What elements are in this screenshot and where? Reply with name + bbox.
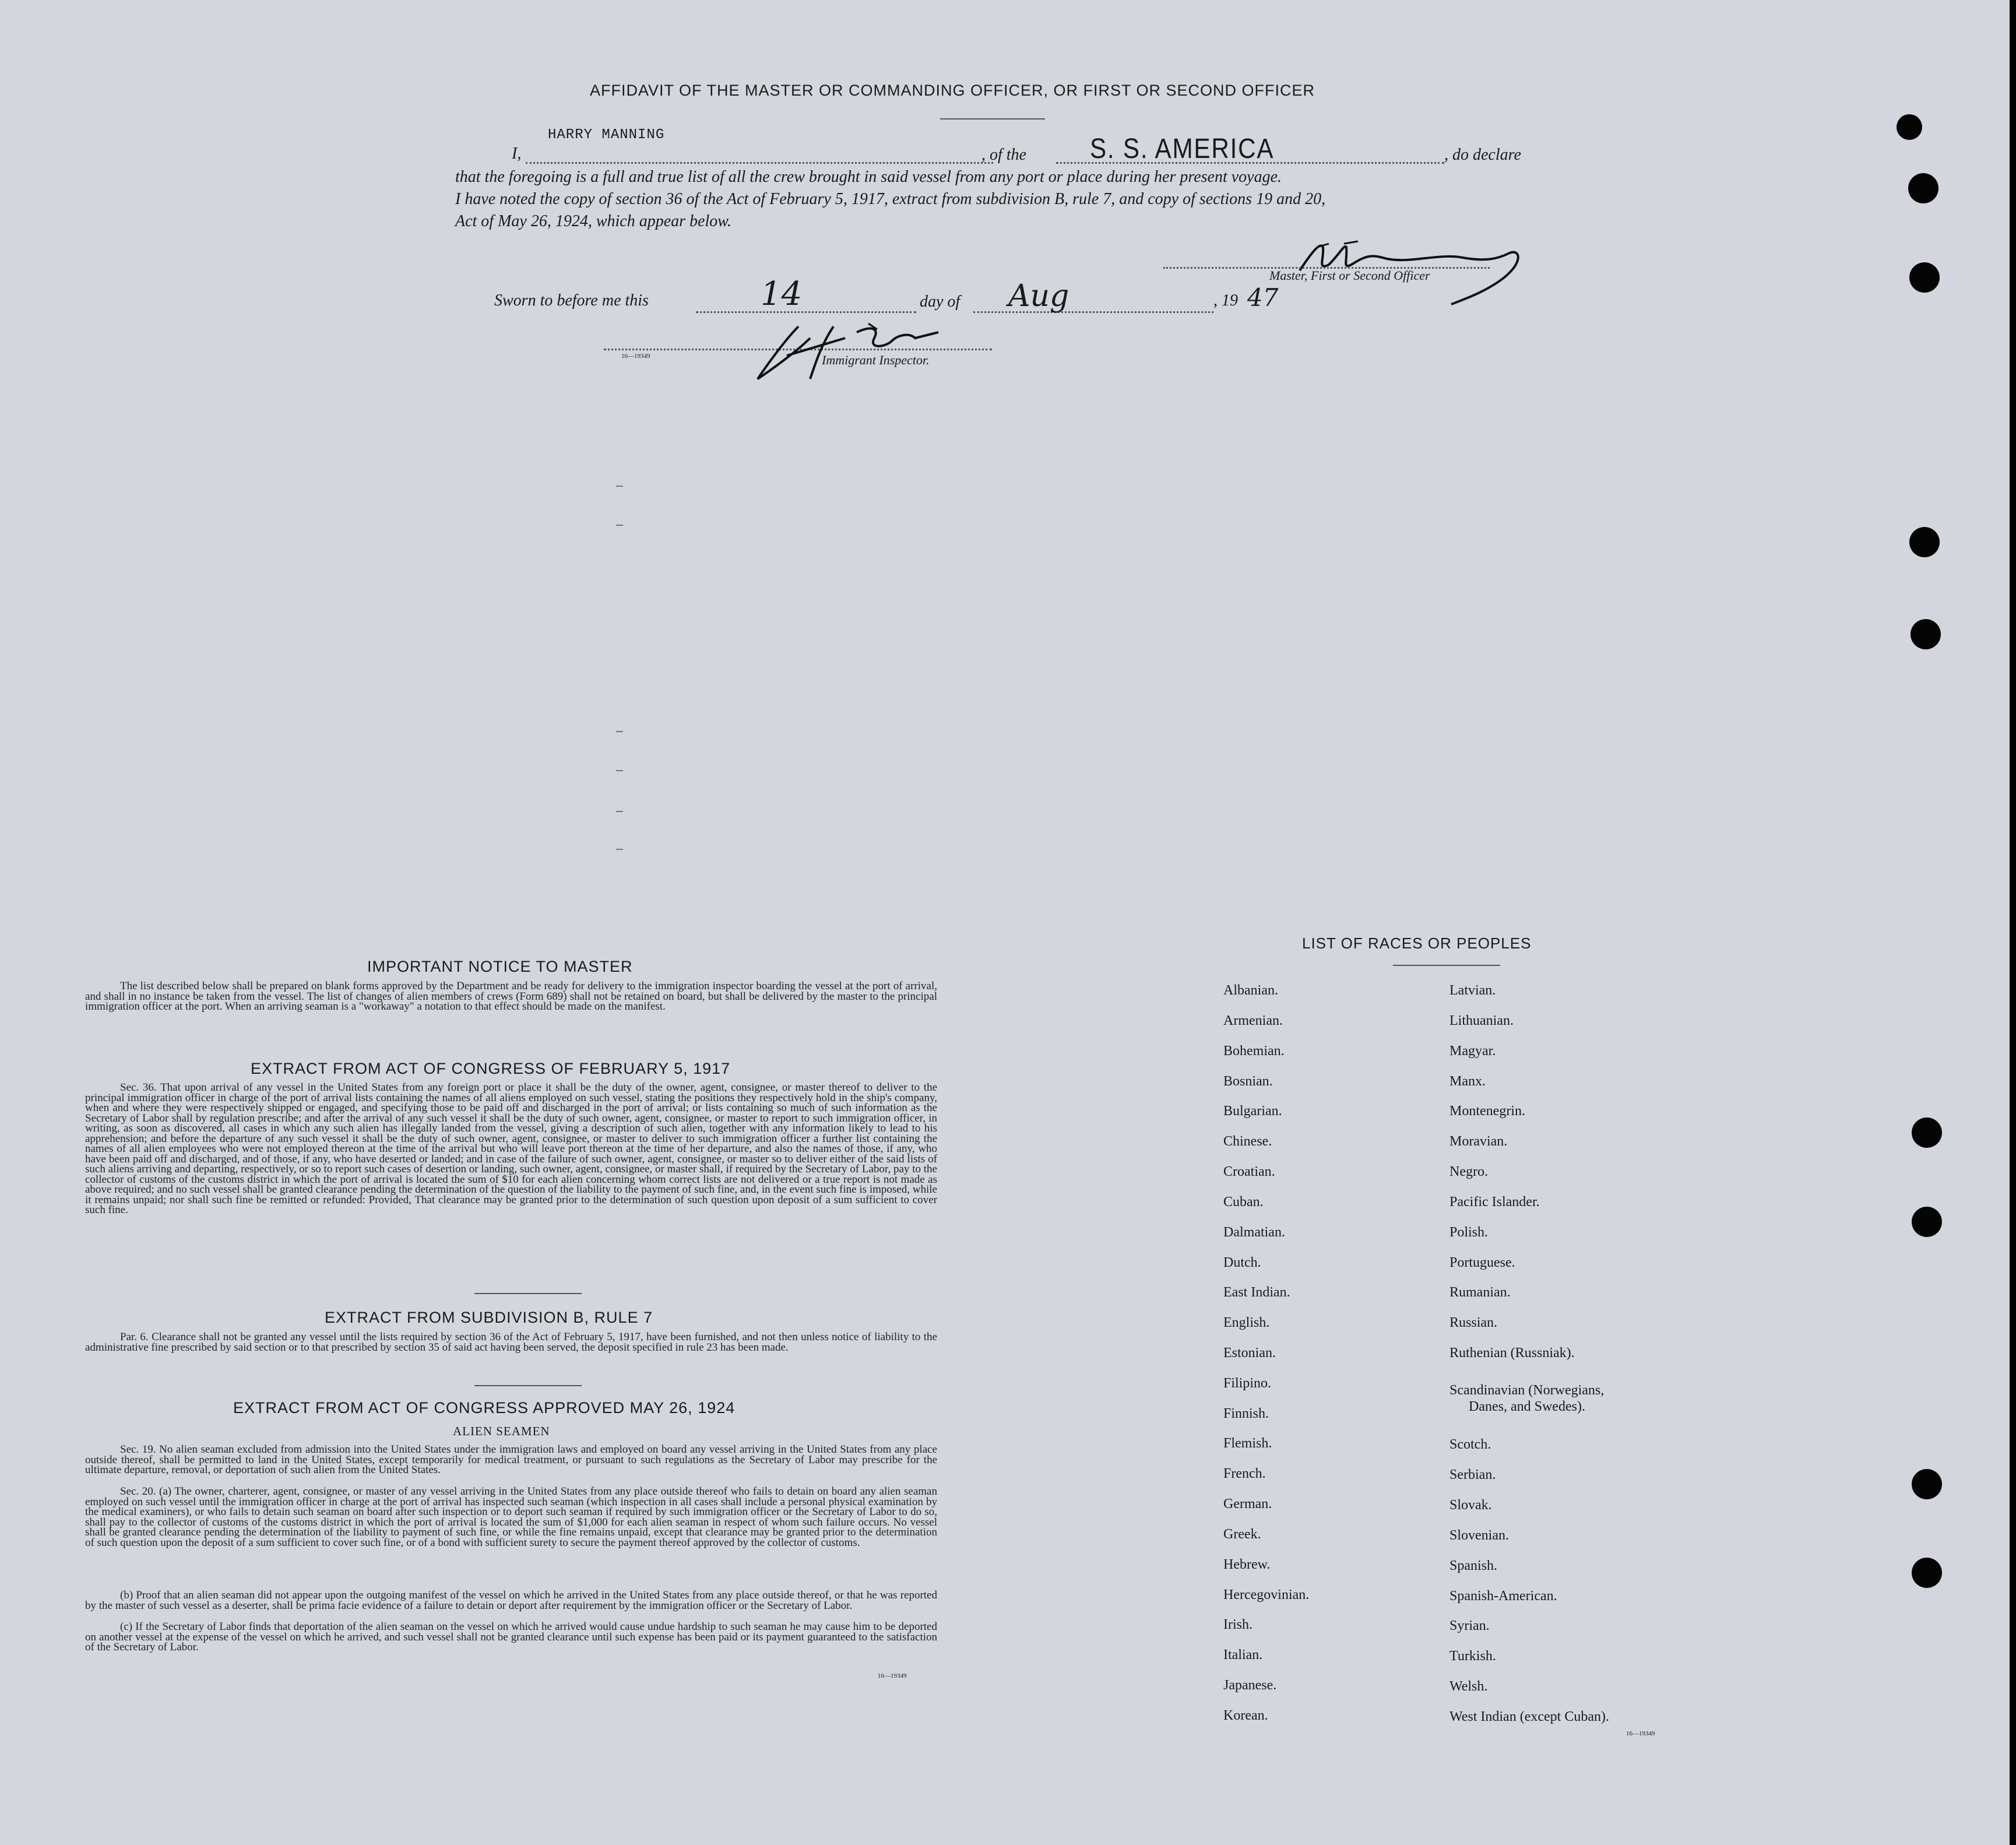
- race-item: Bulgarian.: [1223, 1104, 1282, 1119]
- race-item: Flemish.: [1223, 1436, 1272, 1451]
- race-item: Estonian.: [1223, 1345, 1276, 1361]
- race-item: Lithuanian.: [1449, 1013, 1514, 1028]
- race-item: Croatian.: [1223, 1164, 1275, 1179]
- margin-mark: [616, 525, 623, 526]
- day-line: [696, 311, 916, 313]
- vessel-line: [1056, 162, 1444, 164]
- affidavit-line-2: that the foregoing is a full and true list of all the crew brought in said vessel from any port or place during her present voyage.: [455, 168, 1282, 186]
- section-20a-text: Sec. 20. (a) The owner, charterer, agent, consignee, or master of any vessel arriving in the United States from any place outside thereof who fails to detain on board any alien seaman employed on such vessel until the immigration officer in charge at the port of arrival has inspected such seaman (which inspection in all cases shall include a personal physical examination by the medical examiners), or who fails to detain such seaman on board after such inspection or to deport such seaman if required by such immigration officer or the Secretary of Labor to do so, shall pay to the collector of customs of the customs district in which the port of arrival is located the sum of $1,000 for each alien seaman in respect of whom such failure occurs. No vessel shall be granted clearance pending the determination of the liability to payment of such fine, or while the fine remains unpaid, except that clearance may be granted prior to the determination of such question upon the deposit of a sum sufficient to cover such fine, or of a bond with sufficient surety to secure the payment thereof approved by the collector of customs.: [85, 1485, 937, 1549]
- year-value: 47: [1247, 283, 1279, 312]
- binder-hole: [1912, 1207, 1942, 1237]
- race-item: Armenian.: [1223, 1013, 1283, 1028]
- race-item: Scandinavian (Norwegians,: [1449, 1383, 1605, 1398]
- affidavit-line-4: Act of May 26, 1924, which appear below.: [455, 212, 731, 230]
- vessel-name: S. S. AMERICA: [1090, 133, 1275, 164]
- race-item: Pacific Islander.: [1449, 1194, 1540, 1210]
- month-value: Aug: [1008, 279, 1069, 314]
- race-item: Scotch.: [1449, 1437, 1491, 1452]
- extract-1917-text: Sec. 36. That upon arrival of any vessel in the United States from any foreign port or place it shall be the duty of the owner, agent, consignee, or master thereof to deliver to the principal immigration officer in charge of the port of arrival lists containing the names of all aliens employed on such vessel, stating the positions they respectively hold in the ship's company, when and where they were respectively shipped or engaged, and specifying those to be paid off and discharged in the port of arrival; or lists containing so much of such information as the Secretary of Labor shall by regulation prescribe; and after the arrival of any such vessel it shall be the duty of such owner, agent, consignee, or master to report to such immigration officer, in writing, as soon as discovered, all cases in which any such alien has illegally landed from the vessel, giving a description of such alien, together with any information likely to lead to his apprehension; and before the departure of any such vessel it shall be the duty of such owner, agent, consignee, or master to deliver to such immigration officer a further list containing the names of all alien employees who were not employed thereon at the time of the arrival but who will leave port thereon at the time of her departure, and also the names of those, if any, who have been paid off and discharged, and of those, if any, who have deserted or landed; and in case of the failure of such owner, agent, consignee, or master so to deliver either of the said lists of such aliens arriving and departing, respectively, or so to report such cases of desertion or landing, such owner, agent, consignee, or master shall, if required by the Secretary of Labor, pay to the collector of customs of the customs district in which the port of arrival is located the sum of $10 for each alien concerning whom correct lists are not delivered or a true report is not made as above required; and no such vessel shall be granted clearance pending the determination of the question of the liability to the payment of such fine, and, in the event such fine is imposed, while it remains unpaid; nor shall such fine be remitted or refunded: Provided, That clearance may be granted prior to the determination of such question upon deposit of a sum sufficient to cover such fine.: [85, 1081, 937, 1216]
- rule-7-text: Par. 6. Clearance shall not be granted any vessel until the lists required by section 36 of the Act of February 5, 1917, have been furnished, and not then unless notice of liability to the administrative fine prescribed by said section or to that prescribed by section 35 of said act having been served, the deposit specified in rule 23 has been made.: [85, 1331, 937, 1354]
- race-item: Negro.: [1449, 1164, 1488, 1179]
- affidavit-title: AFFIDAVIT OF THE MASTER OR COMMANDING OFFICER, OR FIRST OR SECOND OFFICER: [590, 82, 1315, 99]
- binder-hole: [1909, 527, 1940, 557]
- margin-mark: [616, 811, 623, 812]
- race-item: Rumanian.: [1449, 1285, 1511, 1300]
- race-item: Albanian.: [1223, 983, 1278, 998]
- affidavit-form-number: 16—19349: [621, 353, 650, 360]
- races-form-number: 16—19349: [1626, 1730, 1655, 1737]
- master-name: HARRY MANNING: [548, 127, 665, 143]
- race-item: Italian.: [1223, 1647, 1263, 1663]
- year-prefix: , 19: [1213, 291, 1238, 310]
- race-item: Danes, and Swedes).: [1469, 1399, 1585, 1414]
- race-item: Montenegrin.: [1449, 1104, 1525, 1119]
- race-item: East Indian.: [1223, 1285, 1290, 1300]
- binder-hole: [1897, 114, 1922, 140]
- do-declare-label: , do declare: [1444, 146, 1521, 164]
- day-of-label: day of: [920, 293, 960, 311]
- race-item: Syrian.: [1449, 1618, 1490, 1633]
- affidavit-line-3: I have noted the copy of section 36 of the Act of February 5, 1917, extract from subdivision B, rule 7, and copy of sections 19 and 20,: [455, 190, 1326, 208]
- margin-mark: [616, 849, 623, 850]
- rule-7-title: EXTRACT FROM SUBDIVISION B, RULE 7: [325, 1309, 653, 1326]
- race-item: Hebrew.: [1223, 1557, 1271, 1572]
- margin-mark: [616, 731, 623, 732]
- day-value: 14: [761, 275, 803, 313]
- race-item: Bohemian.: [1223, 1043, 1285, 1059]
- section-20b-text: (b) Proof that an alien seaman did not appear upon the outgoing manifest of the vessel on which he arrived in the United States from any place outside thereof, or that he was reported by the master of such vessel as a deserter, shall be prima facie evidence of a failure to detain or deport after requirement by the immigration officer or the Secretary of Labor.: [85, 1589, 937, 1612]
- race-item: Serbian.: [1449, 1467, 1496, 1482]
- notice-text: The list described below shall be prepared on blank forms approved by the Department and be ready for delivery to the immigration inspector boarding the vessel at the port of arrival, and shall in no instance be taken from the vessel. The list of changes of alien members of crews (Form 689) shall not be retained on board, but shall be delivered by the master to the principal immigration officer at the port. When an arriving seaman is a "workaway" a notation to that effect should be made on the manifest.: [85, 980, 937, 1013]
- binder-hole: [1912, 1469, 1942, 1499]
- race-item: Dutch.: [1223, 1255, 1261, 1270]
- race-item: Hercegovinian.: [1223, 1587, 1310, 1602]
- title-rule: [940, 118, 1045, 120]
- race-item: German.: [1223, 1496, 1272, 1512]
- notice-title: IMPORTANT NOTICE TO MASTER: [367, 958, 633, 975]
- inspector-signature: [752, 315, 1008, 385]
- race-item: Manx.: [1449, 1074, 1486, 1089]
- race-item: Bosnian.: [1223, 1074, 1273, 1089]
- race-item: Japanese.: [1223, 1678, 1277, 1693]
- binder-hole: [1908, 173, 1938, 203]
- race-item: Spanish.: [1449, 1558, 1498, 1573]
- races-rule: [1393, 965, 1500, 966]
- race-item: Turkish.: [1449, 1649, 1496, 1664]
- officer-caption: Master, First or Second Officer: [1269, 268, 1430, 283]
- alien-seamen-subtitle: ALIEN SEAMEN: [453, 1424, 550, 1438]
- race-item: Polish.: [1449, 1225, 1489, 1240]
- race-item: Greek.: [1223, 1527, 1261, 1542]
- section-19-text: Sec. 19. No alien seaman excluded from admission into the United States under the immigration laws and employed on board any vessel arriving in the United States from any place outside thereof, shall be permitted to land in the United States, except temporarily for medical treatment, or pursuant to such regulations as the Secretary of Labor may prescribe for the ultimate departure, removal, or deportation of such alien from the United States.: [85, 1443, 937, 1476]
- race-item: Magyar.: [1449, 1043, 1496, 1059]
- name-line: [526, 162, 993, 164]
- race-item: Moravian.: [1449, 1134, 1508, 1149]
- race-item: English.: [1223, 1315, 1270, 1330]
- race-item: Spanish-American.: [1449, 1589, 1557, 1604]
- race-item: Filipino.: [1223, 1376, 1272, 1391]
- inspector-caption: Immigrant Inspector.: [822, 353, 930, 367]
- race-item: Ruthenian (Russniak).: [1449, 1345, 1575, 1361]
- extract-form-number: 16—19349: [878, 1672, 907, 1679]
- race-item: Slovak.: [1449, 1498, 1492, 1513]
- race-item: Dalmatian.: [1223, 1225, 1285, 1240]
- divider-rule: [474, 1385, 582, 1386]
- race-item: Portuguese.: [1449, 1255, 1515, 1270]
- binder-hole: [1909, 262, 1940, 293]
- race-item: West Indian (except Cuban).: [1449, 1709, 1609, 1724]
- binder-hole: [1912, 1117, 1942, 1148]
- race-item: Latvian.: [1449, 983, 1496, 998]
- extract-1924-title: EXTRACT FROM ACT OF CONGRESS APPROVED MAY 26, 1924: [233, 1399, 736, 1417]
- race-item: Korean.: [1223, 1708, 1268, 1723]
- race-item: Slovenian.: [1449, 1528, 1509, 1543]
- extract-1917-title: EXTRACT FROM ACT OF CONGRESS OF FEBRUARY 5, 1917: [251, 1060, 731, 1077]
- race-item: Cuban.: [1223, 1194, 1264, 1210]
- margin-mark: [616, 770, 623, 771]
- section-20c-text: (c) If the Secretary of Labor finds that deportation of the alien seaman on the vessel on which he arrived would cause undue hardship to such seaman he may cause him to be deported on another vessel at the expense of the vessel on which he arrived, and such vessel shall not be granted clearance until such expense has been paid or its payment guaranteed to the satisfaction of the Secretary of Labor.: [85, 1621, 937, 1653]
- i-label: I,: [512, 145, 522, 163]
- sworn-label: Sworn to before me this: [494, 291, 649, 310]
- binder-hole: [1912, 1558, 1942, 1588]
- race-item: Russian.: [1449, 1315, 1498, 1330]
- binder-hole: [1911, 619, 1941, 649]
- race-item: Welsh.: [1449, 1679, 1488, 1694]
- race-item: Finnish.: [1223, 1406, 1269, 1421]
- margin-mark: [616, 486, 623, 487]
- race-item: French.: [1223, 1466, 1266, 1481]
- race-item: Irish.: [1223, 1617, 1252, 1632]
- of-the-label: , of the: [981, 146, 1026, 164]
- races-title: LIST OF RACES OR PEOPLES: [1302, 934, 1532, 952]
- divider-rule: [474, 1293, 582, 1294]
- race-item: Chinese.: [1223, 1134, 1272, 1149]
